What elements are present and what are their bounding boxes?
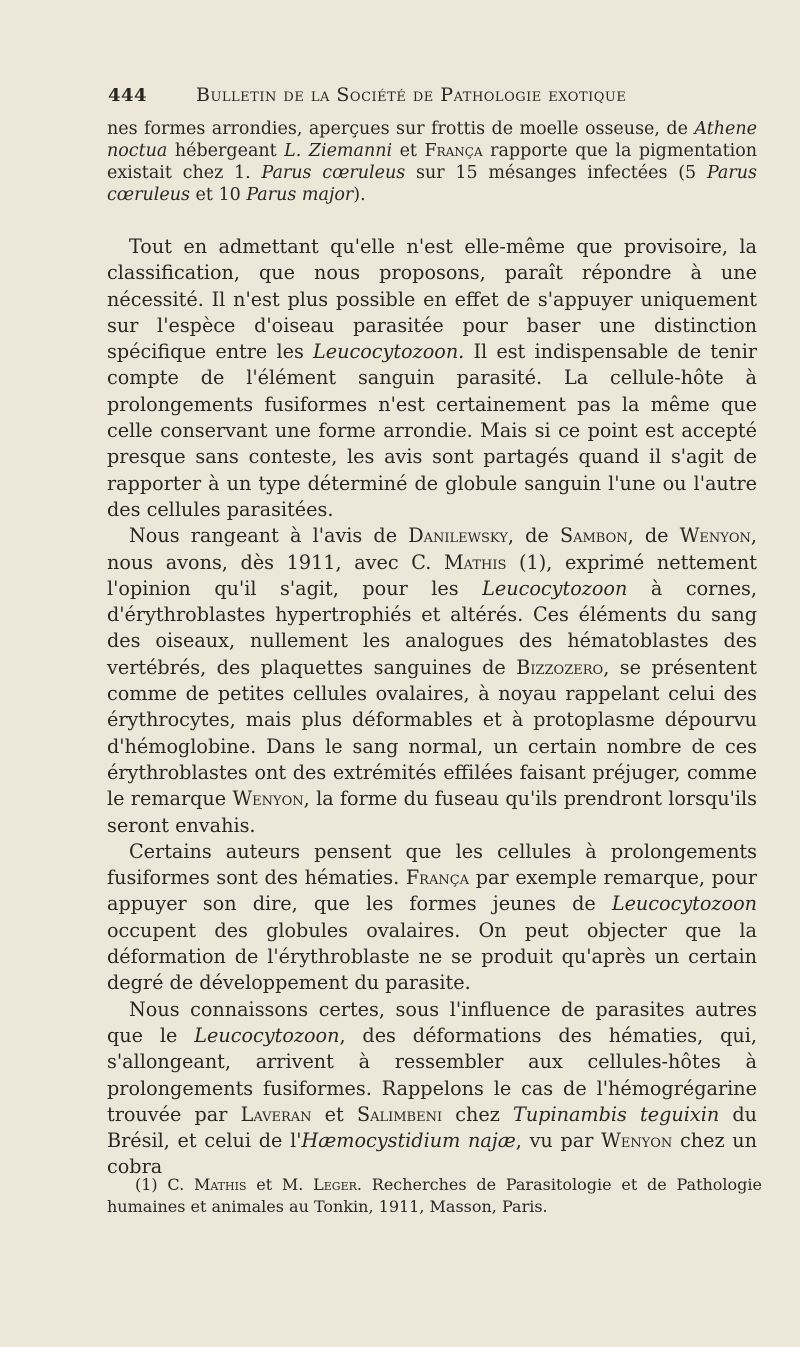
text-run: . Recherches de Parasitologie et de Pathologie humaines et animales au Tonkin, 1911, Masson, Paris. bbox=[107, 1175, 763, 1216]
italic-term: Leucocytozoon bbox=[194, 1023, 340, 1047]
text-run: chez un cobra bbox=[107, 1129, 757, 1179]
text-run: (1) C. bbox=[135, 1175, 194, 1194]
author-name: Salimbeni bbox=[356, 1102, 443, 1126]
italic-term: Leucocytozoon bbox=[482, 576, 628, 600]
author-name: Wenyon bbox=[679, 524, 751, 548]
author-name: Mathis bbox=[444, 550, 507, 574]
paragraph-4 bbox=[107, 997, 757, 1181]
italic-term: Tupinambis teguixin bbox=[513, 1102, 720, 1126]
author-name: Wenyon bbox=[232, 787, 304, 811]
text-run: et bbox=[392, 141, 425, 161]
running-header bbox=[108, 84, 768, 106]
text-run: Nous connaissons certes, sous l'influence de parasites autres que le bbox=[107, 997, 757, 1047]
author-name: França bbox=[405, 866, 470, 890]
author-name: Bizzozero bbox=[516, 655, 604, 679]
text-run: rapporte que la pigmentation existait chez 1. bbox=[107, 141, 758, 183]
text-run: et M. bbox=[246, 1175, 314, 1194]
italic-term: Athene noctua bbox=[107, 119, 757, 161]
text-run: et bbox=[311, 1102, 357, 1126]
text-run: nes formes arrondies, aperçues sur frottis de moelle osseuse, de bbox=[107, 119, 695, 139]
paragraph-2 bbox=[107, 523, 757, 839]
page-number: 444 bbox=[108, 85, 148, 106]
text-run: , vu par bbox=[515, 1129, 602, 1153]
text-run: , se présentent comme de petites cellules ovalaires, à noyau rappelant celui des érythrocytes, mais plus déformables et à protoplasme dépourvu d'hémoglobine. Dans le sang normal, un certain nombre de ces érythroblastes ont des extrémités effilées faisant préjuger, comme le remarque bbox=[107, 655, 757, 811]
text-run: occupent des globules ovalaires. On peut objecter que la déformation de l'érythroblaste ne se produit qu'après un certain degré de développement du parasite. bbox=[107, 918, 757, 995]
text-run: ). bbox=[353, 185, 366, 205]
text-run: par exemple remarque, pour appuyer son dire, que les formes jeunes de bbox=[107, 866, 757, 916]
text-run: Nous rangeant à l'avis de bbox=[129, 524, 409, 548]
italic-term: L. Ziemanni bbox=[284, 141, 393, 161]
body-text bbox=[107, 118, 757, 1181]
author-name: Sambon bbox=[559, 524, 628, 548]
intro-paragraph bbox=[107, 118, 757, 206]
text-run: (1), exprimé nettement l'opinion qu'il s'agit, pour les bbox=[107, 550, 758, 600]
paragraph-3 bbox=[107, 839, 757, 997]
text-run: chez bbox=[442, 1102, 514, 1126]
italic-term: Hæmocystidium najæ bbox=[301, 1129, 516, 1153]
italic-term: Parus cœruleus bbox=[107, 163, 757, 205]
text-run: , des déformations des hématies, qui, s'allongeant, arrivent à ressembler aux cellules-hôtes à prolongements fusiformes. Rappelons le cas de l'hémogrégarine trouvée par bbox=[107, 1023, 758, 1126]
author-name: França bbox=[424, 141, 483, 161]
italic-term: Leucocytozoon bbox=[611, 892, 757, 916]
text-run: du Brésil, et celui de l' bbox=[107, 1102, 758, 1153]
text-run: à cornes, d'érythroblastes hypertrophiés et altérés. Ces éléments du sang des oiseaux, nullement les analogues des hématoblastes des vertébrés, des plaquettes sanguines de bbox=[107, 576, 757, 679]
author-name: Wenyon bbox=[601, 1129, 673, 1153]
italic-term: Parus cœruleus bbox=[261, 163, 406, 183]
text-run: et 10 bbox=[189, 185, 247, 205]
author-name: Laveran bbox=[240, 1102, 312, 1126]
text-run: hébergeant bbox=[167, 141, 285, 161]
running-title: Bulletin de la Société de Pathologie exotique bbox=[196, 84, 627, 106]
footnote bbox=[107, 1174, 762, 1218]
text-run: Tout en admettant qu'elle n'est elle-même que provisoire, la classification, que nous proposons, paraît répondre à une nécessité. Il n'est plus possible en effet de s'appuyer uniquement sur l'espèce d'oiseau parasitée pour baser une distinction spécifique entre les bbox=[107, 235, 757, 364]
italic-term: Parus major bbox=[246, 185, 354, 205]
text-run: , la forme du fuseau qu'ils prendront lorsqu'ils seront envahis. bbox=[107, 787, 757, 837]
author-name: Mathis bbox=[193, 1175, 247, 1194]
text-run: , de bbox=[627, 524, 680, 548]
text-run: sur 15 mésanges infectées (5 bbox=[405, 163, 707, 183]
italic-term: Leucocytozoon. bbox=[313, 340, 465, 364]
author-name: Leger bbox=[313, 1175, 357, 1194]
text-run: Il est indispensable de tenir compte de l'élément sanguin parasité. La cellule-hôte à prolongements fusiformes n'est certainement pas la même que celle conservant une forme arrondie. Mais si ce point est accepté presque sans conteste, les avis sont partagés quand il s'agit de rapporter à un type déterminé de globule sanguin l'une ou l'autre des cellules parasitées. bbox=[107, 340, 758, 521]
text-run: , de bbox=[507, 524, 560, 548]
paragraph-1 bbox=[107, 234, 757, 523]
text-run: Certains auteurs pensent que les cellules à prolongements fusiformes sont des hématies. bbox=[107, 839, 757, 890]
author-name: Danilewsky bbox=[408, 524, 508, 548]
text-run: , nous avons, dès 1911, avec C. bbox=[107, 524, 758, 574]
